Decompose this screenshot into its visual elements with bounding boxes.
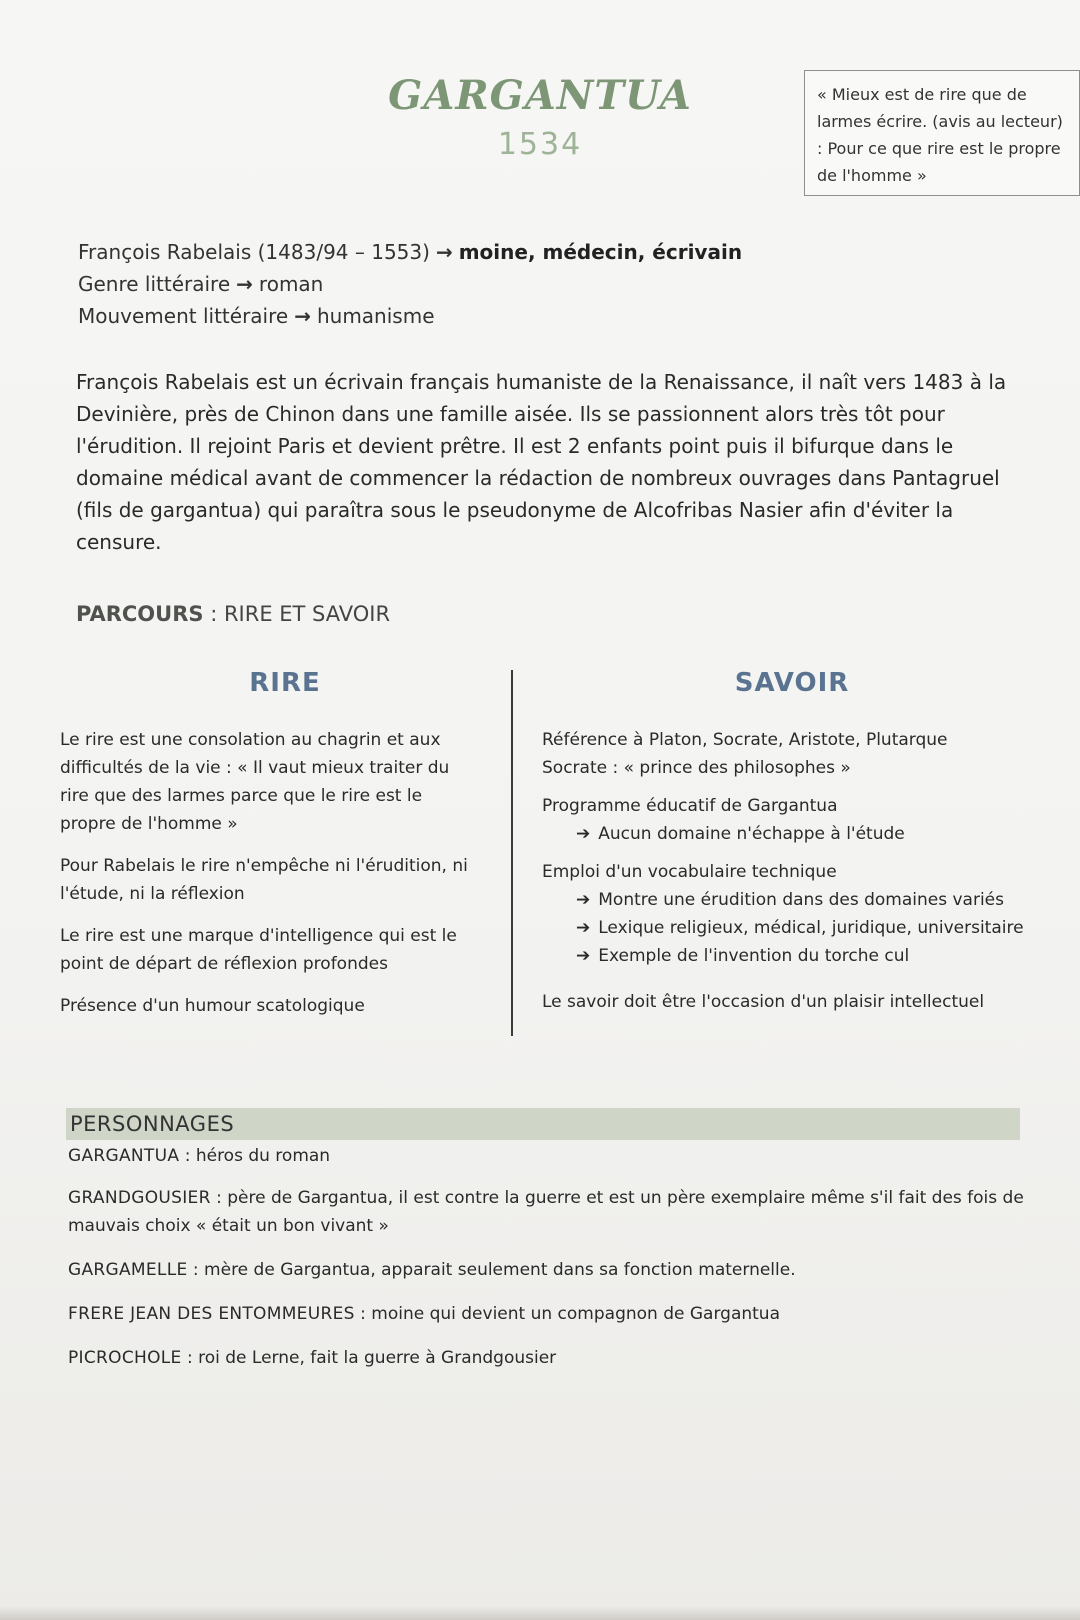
character-item [68, 1142, 1028, 1170]
character-item [68, 1300, 1028, 1328]
column-divider [511, 670, 513, 1036]
quote-box: « Mieux est de rire que de larmes écrire. (avis au lecteur) : Pour ce que rire est le propre de l'homme » [804, 70, 1080, 196]
rire-item: Présence d'un humour scatologique [60, 996, 365, 1016]
savoir-subitem: ➔ Aucun domaine n'échappe à l'étude [576, 824, 905, 844]
savoir-block-vocabulaire [542, 858, 1042, 970]
savoir-line: Référence à Platon, Socrate, Aristote, Plutarque [542, 730, 948, 750]
parcours-label: PARCOURS [76, 602, 204, 626]
genre-row [78, 268, 742, 300]
arrow-icon: ➔ [576, 890, 591, 910]
character-desc: : mère de Gargantua, apparait seulement dans sa fonction maternelle. [187, 1260, 796, 1280]
savoir-subitem: ➔ Lexique religieux, médical, juridique, universitaire [576, 918, 1024, 938]
savoir-line: Programme éducatif de Gargantua [542, 796, 838, 816]
character-desc: : père de Gargantua, il est contre la guerre et est un père exemplaire même s'il fait des fois de mauvais choix « était un bon vivant » [68, 1188, 1024, 1236]
character-item [68, 1344, 1028, 1372]
parcours-heading [76, 602, 390, 626]
arrow-icon: → [236, 272, 253, 296]
savoir-subitem: ➔ Montre une érudition dans des domaines variés [576, 890, 1005, 910]
arrow-icon: ➔ [576, 946, 591, 966]
rire-item: Le rire est une marque d'intelligence qui est le point de départ de réflexion profondes [60, 926, 457, 974]
savoir-heading: SAVOIR [734, 668, 850, 698]
savoir-subitem: ➔ Exemple de l'invention du torche cul [576, 946, 910, 966]
savoir-block-references [542, 726, 1042, 782]
author-meta [78, 236, 742, 332]
savoir-column [542, 668, 1042, 1026]
savoir-line: Socrate : « prince des philosophes » [542, 758, 851, 778]
movement-row [78, 300, 742, 332]
savoir-block-programme [542, 792, 1042, 848]
page-title: GARGANTUA [388, 72, 692, 119]
arrow-icon: ➔ [576, 824, 591, 844]
character-desc: : héros du roman [179, 1146, 331, 1166]
author-label: François Rabelais (1483/94 – 1553) [78, 240, 430, 264]
biography-paragraph: François Rabelais est un écrivain français humaniste de la Renaissance, il naît vers 1483 à la Devinière, près de Chinon dans une famille aisée. Ils se passionnent alors très tôt pour l'érudition. Il rejoint Paris et devient prêtre. Il est 2 enfants point puis il bifurque dans le domaine médical avant de commencer la rédaction de nombreux ouvrages dans Pantagruel (fils de gargantua) qui paraîtra sous le pseudonyme de Alcofribas Nasier afin d'éviter la censure. [76, 370, 1007, 554]
author-row [78, 236, 742, 268]
arrow-icon: → [294, 304, 311, 328]
publication-year: 1534 [497, 127, 583, 162]
savoir-line: Emploi d'un vocabulaire technique [542, 862, 837, 882]
title-block [360, 72, 720, 162]
savoir-line: Le savoir doit être l'occasion d'un plaisir intellectuel [542, 992, 985, 1012]
rire-column [60, 668, 480, 1034]
arrow-icon: ➔ [576, 918, 591, 938]
character-item [68, 1256, 1028, 1284]
arrow-icon: → [435, 240, 453, 264]
character-name: GARGAMELLE [68, 1260, 188, 1280]
character-name: FRERE JEAN DES ENTOMMEURES [68, 1304, 355, 1324]
movement-label: Mouvement littéraire [78, 304, 289, 328]
savoir-block-plaisir [542, 988, 1042, 1016]
personnages-list [68, 1142, 1028, 1372]
character-desc: : roi de Lerne, fait la guerre à Grandgousier [181, 1348, 557, 1368]
character-name: GRANDGOUSIER [68, 1188, 211, 1208]
genre-label: Genre littéraire [78, 272, 231, 296]
rire-heading: RIRE [249, 668, 321, 698]
rire-item: Pour Rabelais le rire n'empêche ni l'érudition, ni l'étude, ni la réflexion [60, 856, 468, 904]
character-desc: : moine qui devient un compagnon de Gargantua [354, 1304, 780, 1324]
character-name: GARGANTUA [68, 1146, 180, 1166]
character-item [68, 1184, 1028, 1240]
parcours-value: : RIRE ET SAVOIR [210, 602, 391, 626]
movement-value: humanisme [316, 304, 435, 328]
character-name: PICROCHOLE [68, 1348, 182, 1368]
personnages-heading: PERSONNAGES [66, 1108, 1020, 1140]
rire-item: Le rire est une consolation au chagrin et aux difficultés de la vie : « Il vaut mieux traiter du rire que des larmes parce que le rire est le propre de l'homme » [60, 730, 450, 834]
genre-value: roman [258, 272, 324, 296]
author-value: moine, médecin, écrivain [458, 240, 743, 264]
